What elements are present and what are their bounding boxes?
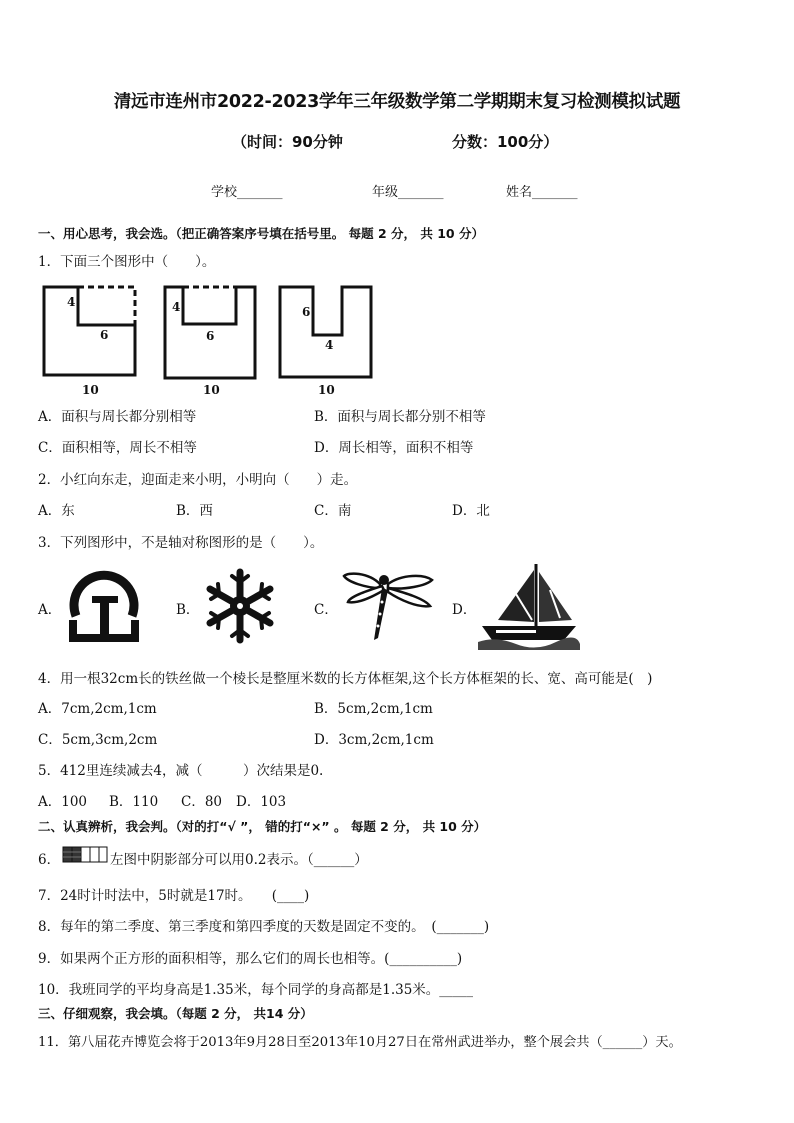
- section-2-heading: 二、认真辨析，我会判。（对的打“√ ”， 错的打“×” 。 每题 2 分， 共 10 分）: [38, 819, 487, 834]
- page-title: 清远市连州市2022-2023学年三年级数学第二学期期末复习检测模拟试题: [113, 92, 681, 112]
- fig2-label-a: 4: [172, 300, 181, 314]
- q1-option-b[interactable]: B．面积与周长都分别不相等: [314, 409, 486, 425]
- question-4-stem: 4．用一根32cm长的铁丝做一个棱长是整厘米数的长方体框架,这个长方体框架的长、宽、高可能是( ): [38, 671, 653, 687]
- question-2-stem: 2．小红向东走，迎面走来小明，小明向（ ）走。: [38, 472, 358, 488]
- question-3-stem: 3．下列图形中，不是轴对称图形的是（ ）。: [38, 535, 324, 551]
- q1-option-a[interactable]: A．面积与周长都分别相等: [38, 409, 197, 425]
- fig2-label-c: 10: [203, 383, 220, 397]
- snowflake-icon: [200, 566, 280, 646]
- q4-option-c[interactable]: C．5cm,3cm,2cm: [38, 732, 158, 748]
- q5-option-b[interactable]: B．110: [109, 794, 159, 810]
- fig3-label-c: 10: [318, 383, 335, 397]
- fig1-label-b: 6: [100, 328, 109, 342]
- q3-option-c[interactable]: C．: [314, 602, 338, 618]
- score-label: 分数：100分）: [452, 133, 559, 151]
- question-7: 7．24时计时法中，5时就是17时。 (____): [38, 888, 310, 904]
- q2-option-b[interactable]: B．西: [176, 503, 213, 519]
- school-field[interactable]: 学校_______: [211, 185, 283, 200]
- figure-3: [280, 287, 371, 377]
- dragonfly-icon: [340, 566, 436, 646]
- q3-option-a[interactable]: A．: [38, 602, 62, 618]
- sailboat-icon: [476, 560, 580, 650]
- fig1-label-c: 10: [82, 383, 99, 397]
- q1-option-d[interactable]: D．周长相等，面积不相等: [314, 440, 474, 456]
- fig2-label-b: 6: [206, 329, 215, 343]
- question-1-stem: 1．下面三个图形中（ ）。: [38, 254, 216, 270]
- question-11: 11．第八届花卉博览会将于2013年9月28日至2013年10月27日在常州武进举办，整个展会共（______）天。: [38, 1035, 682, 1050]
- time-label: （时间：90分钟: [232, 133, 343, 151]
- shaded-grid-figure: [62, 846, 108, 863]
- q4-option-a[interactable]: A．7cm,2cm,1cm: [38, 701, 157, 717]
- question-6-number: 6．: [38, 852, 61, 868]
- question-9: 9．如果两个正方形的面积相等，那么它们的周长也相等。(__________): [38, 951, 463, 967]
- q5-option-d[interactable]: D．103: [236, 794, 287, 810]
- q2-option-a[interactable]: A．东: [38, 503, 75, 519]
- fig3-label-a: 6: [302, 305, 311, 319]
- q3-option-b[interactable]: B．: [176, 602, 200, 618]
- subway-logo-icon: [62, 566, 146, 648]
- fig1-label-a: 4: [67, 295, 76, 309]
- question-6-text: 左图中阴影部分可以用0.2表示。（______）: [110, 852, 368, 868]
- fig3-label-b: 4: [325, 338, 334, 352]
- name-field[interactable]: 姓名_______: [506, 185, 578, 200]
- question-10: 10．我班同学的平均身高是1.35米，每个同学的身高都是1.35米。_____: [38, 982, 474, 998]
- grade-field[interactable]: 年级_______: [372, 185, 444, 200]
- q5-option-a[interactable]: A．100: [38, 794, 88, 810]
- q4-option-b[interactable]: B．5cm,2cm,1cm: [314, 701, 433, 717]
- figure-1: [44, 287, 135, 375]
- q5-option-c[interactable]: C．80: [181, 794, 223, 810]
- q1-figures: [40, 282, 380, 400]
- section-1-heading: 一、用心思考，我会选。（把正确答案序号填在括号里。 每题 2 分， 共 10 分）: [38, 226, 484, 241]
- question-5-stem: 5．412里连续减去4，减（ ）次结果是0.: [38, 763, 324, 779]
- q4-option-d[interactable]: D．3cm,2cm,1cm: [314, 732, 434, 748]
- q2-option-c[interactable]: C．南: [314, 503, 352, 519]
- q1-option-c[interactable]: C．面积相等，周长不相等: [38, 440, 197, 456]
- question-8: 8．每年的第二季度、第三季度和第四季度的天数是固定不变的。 (_______): [38, 919, 490, 935]
- section-3-heading: 三、仔细观察，我会填。（每题 2 分， 共14 分）: [38, 1006, 313, 1021]
- q2-option-d[interactable]: D．北: [452, 503, 490, 519]
- q3-option-d[interactable]: D．: [452, 602, 477, 618]
